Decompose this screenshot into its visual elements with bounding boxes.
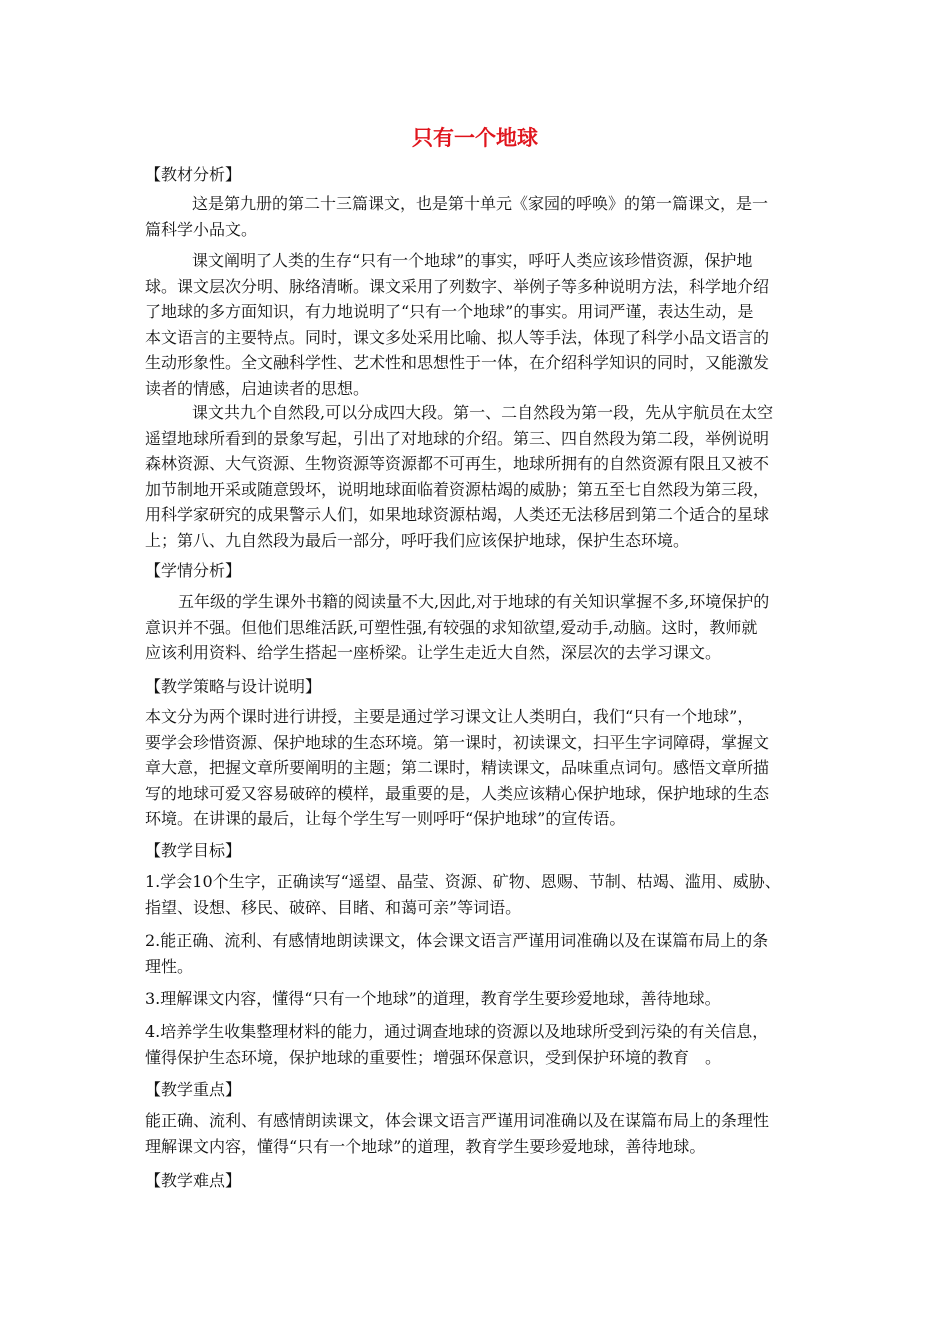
heading-textbook-analysis: 【教材分析】 [145,165,242,184]
heading-difficulties: 【教学难点】 [145,1171,242,1190]
paragraph-textbook-content: 课文阐明了人类的生存“只有一个地球”的事实，呼吁人类应该珍惜资源，保护地 球。课文层次分明、脉络清晰。课文采用了列数字、举例子等多种说明方法，科学地介绍 了地球的多方面知识，有力地说明了“只有一个地球”的事实。用词严谨，表达生动，是 本文语言的主要特点。同时，课文多处采用比喻、拟人等手法，体现了科学小品文语言的 生动形象性。全文融科学性、艺术性和思想性于一体，在介绍科学知识的同时，又能激发 读者的情感，启迪读者的思想。 [145,251,770,398]
paragraph-textbook-intro: 这是第九册的第二十三篇课文，也是第十单元《家园的呼唤》的第一篇课文，是一 篇科学小品文。 [145,194,769,239]
goal-item-2: 2.能正确、流利、有感情地朗读课文，体会课文语言严谨用词准确以及在谋篇布局上的条 理性。 [145,931,769,976]
paragraph-student-analysis: 五年级的学生课外书籍的阅读量不大,因此,对于地球的有关知识掌握不多,环境保护的 意识并不强。但他们思维活跃,可塑性强,有较强的求知欲望,爱动手,动脑。这时，教师就 应该利用资料、给学生搭起一座桥梁。让学生走近大自然，深层次的去学习课文。 [145,592,770,662]
paragraph-key-points: 能正确、流利、有感情朗读课文，体会课文语言严谨用词准确以及在谋篇布局上的条理性 理解课文内容，懂得“只有一个地球”的道理，教育学生要珍爱地球，善待地球。 [145,1111,770,1156]
document-title: 只有一个地球 [412,126,538,150]
heading-teaching-strategy: 【教学策略与设计说明】 [145,677,322,696]
heading-teaching-goals: 【教学目标】 [145,841,242,860]
heading-student-analysis: 【学情分析】 [145,561,242,580]
paragraph-textbook-structure: 课文共九个自然段,可以分成四大段。第一、二自然段为第一段，先从宇航员在太空 遥望地球所看到的景象写起，引出了对地球的介绍。第三、四自然段为第二段，举例说明 森林资源、大气资源、生物资源等资源都不可再生，地球所拥有的自然资源有限且又被不 加节制地开采或随意毁坏，说明地球面临着资源枯竭的威胁；第五至七自然段为第三段， 用科学家研究的成果警示人们，如果地球资源枯竭，人类还无法移居到第二个适合的星球 上；第八、九自然段为最后一部分，呼吁我们应该保护地球，保护生态环境。 [145,403,774,550]
paragraph-teaching-strategy: 本文分为两个课时进行讲授，主要是通过学习课文让人类明白，我们“只有一个地球”， 要学会珍惜资源、保护地球的生态环境。第一课时，初读课文，扫平生字词障碍，掌握文 章大意，把握文章所要阐明的主题；第二课时，精读课文，品味重点词句。感悟文章所描 写的地球可爱又容易破碎的模样，最重要的是，人类应该精心保护地球，保护地球的生态 环境。在讲课的最后，让每个学生写一则呼吁“保护地球”的宣传语。 [145,707,770,828]
goal-item-3: 3.理解课文内容，懂得“只有一个地球”的道理，教育学生要珍爱地球，善待地球。 [145,989,721,1008]
heading-key-points: 【教学重点】 [145,1080,242,1099]
goal-item-1: 1.学会10个生字，正确读写“遥望、晶莹、资源、矿物、恩赐、节制、枯竭、滥用、威胁、 指望、设想、移民、破碎、目睹、和蔼可亲”等词语。 [145,872,781,917]
goal-item-4: 4.培养学生收集整理材料的能力，通过调查地球的资源以及地球所受到污染的有关信息， 懂得保护生态环境，保护地球的重要性；增强环保意识，受到保护环境的教育 。 [145,1022,769,1067]
